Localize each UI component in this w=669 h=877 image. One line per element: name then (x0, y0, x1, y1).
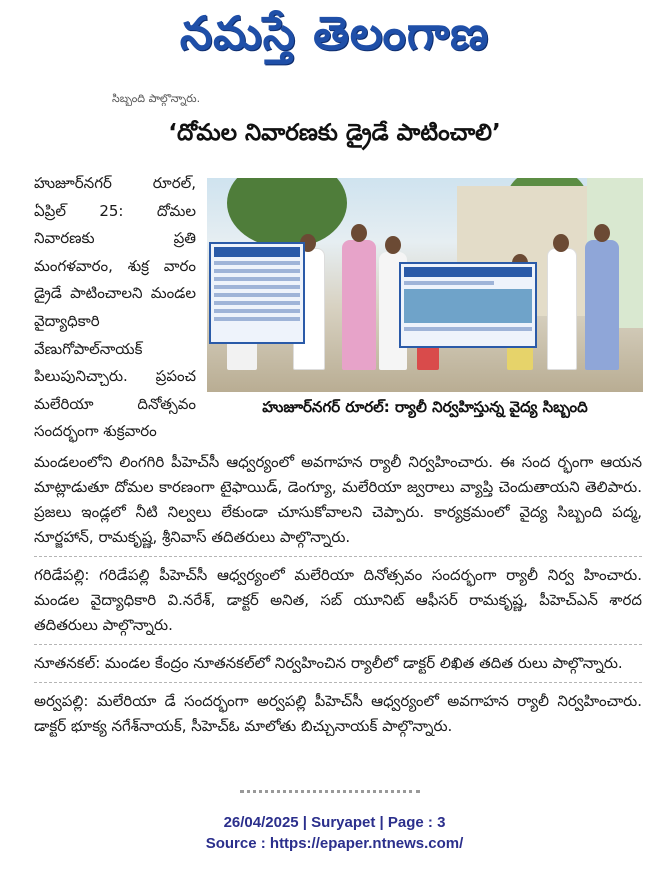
edition-info: 26/04/2025 | Suryapet | Page : 3 (223, 814, 446, 831)
newspaper-logo: నమస్తే తెలంగాణ (179, 6, 490, 60)
article-headline: ‘దోమల నివారణకు డ్రైడే పాటించాలి’ (168, 120, 501, 146)
awareness-poster-left (209, 242, 305, 344)
source-url[interactable]: Source : https://epaper.ntnews.com/ (205, 835, 464, 852)
rally-photo (207, 178, 643, 392)
paragraph-lingagiri: మండలంలోని లింగగిరి పీహెచ్‌సీ ఆధ్వర్యంలో అవగాహన ర్యాలీ నిర్వహించారు. ఈ సంద ర్భంగా ఆయన మాట్లాడుతూ దోమల కారణంగా టైఫాయిడ్, డెంగ్యూ, మలేరియా జ్వరాలు వ్యాప్తి చెందుతాయని తెలిపారు. ప్రజలు ఇండ్లలో నీటి నిల్వలు లేకుండా చూసుకోవాలని చెప్పారు. కార్యక్రమంలో వైద్య సిబ్బంది పద్మ, నూర్జహాన్, రామకృష్ణ, శ్రీనివాస్ తదితరులు పాల్గొన్నారు. (34, 453, 642, 546)
masthead (0, 0, 669, 78)
section-divider (34, 556, 642, 557)
lead-column (34, 170, 196, 446)
lead-paragraph: హుజూర్‌నగర్ రూరల్, ఏప్రిల్ 25: దోమల నివారణకు ప్రతి మంగళవారం, శుక్ర వారం డ్రైడే పాటించాలని మండల వైద్యాధికారి వేణుగోపాల్‌నాయక్ పిలుపునిచ్చారు. ప్రపంచ మలేరియా దినోత్సవం సందర్భంగా శుక్రవారం (34, 174, 196, 441)
article-body (34, 450, 642, 739)
cut-previous-article-line: సిబ్బంది పాల్గొన్నారు. (112, 92, 201, 105)
section-divider (34, 644, 642, 645)
source-footer (0, 812, 669, 854)
paragraph-nuthankal: నూతనకల్: మండల కేంద్రం నూతనకల్‌లో నిర్వహించిన ర్యాలీలో డాక్టర్ లిఖిత తదిత రులు పాల్గొన్నారు. (34, 654, 623, 672)
section-divider (34, 682, 642, 683)
awareness-banner-center (399, 262, 537, 348)
paragraph-arvapally: అర్వపల్లి: మలేరియా డే సందర్భంగా అర్వపల్లి పీహెచ్‌సీ ఆధ్వర్యంలో అవగాహన ర్యాలీ నిర్వహించారు. డాక్టర్ భూక్య నగేశ్‌నాయక్, సీహెచ్‌ఓ మాలోతు బిచ్చునాయక్ పాల్గొన్నారు. (34, 692, 642, 735)
cut-next-article-edge (240, 790, 420, 803)
paragraph-garidepally: గరిడేపల్లి: గరిడేపల్లి పీహెచ్‌సీ ఆధ్వర్యంలో మలేరియా దినోత్సవం సందర్భంగా ర్యాలీ నిర్వ హించారు. మండల వైద్యాధికారి వి.నరేశ్, డాక్టర్ అనిత, సబ్ యూనిట్ ఆఫీసర్ రామకృష్ణ, పీహెచ్‌ఎన్ శారద తదితరులు పాల్గొన్నారు. (34, 566, 642, 634)
photo-caption: హుజూర్‌నగర్ రూరల్: ర్యాలీ నిర్వహిస్తున్న వైద్య సిబ్బంది (262, 398, 588, 416)
